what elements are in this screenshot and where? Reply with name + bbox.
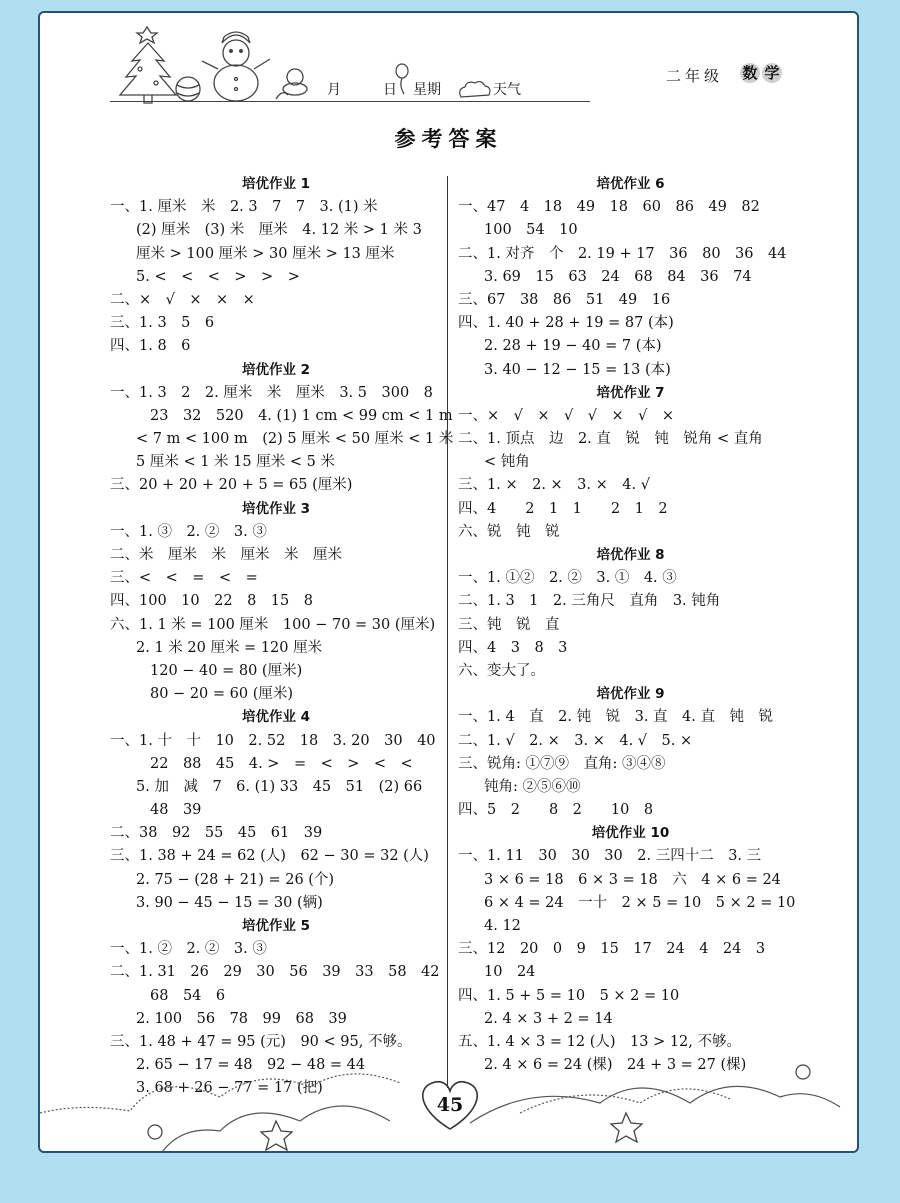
left-answer-line: 三、20 + 20 + 20 + 5 = 65 (厘米) bbox=[110, 477, 353, 494]
right-answer-line: 一、47 4 18 49 18 60 86 49 82 bbox=[458, 199, 760, 216]
right-answer-line: 四、4 3 8 3 bbox=[458, 639, 568, 656]
date-weather-row bbox=[327, 79, 521, 99]
left-section-heading: 培优作业 2 bbox=[241, 361, 311, 378]
left-answer-line: 2. 75 − (28 + 21) = 26 (个) bbox=[136, 871, 335, 888]
right-answer-line: 三、锐角: ①⑦⑨ 直角: ③④⑧ bbox=[458, 755, 666, 772]
subject-badge bbox=[740, 63, 784, 83]
right-answer-line: 二、1. 顶点 边 2. 直 锐 钝 锐角 < 直角 bbox=[458, 431, 763, 448]
page-title: 参考答案 bbox=[394, 126, 503, 151]
left-answer-line: 六、1. 1 米 = 100 厘米 100 − 70 = 30 (厘米) bbox=[110, 616, 436, 633]
right-answer-line: 二、1. 对齐 个 2. 19 + 17 36 80 36 44 bbox=[458, 245, 787, 262]
left-answer-line: 四、1. 8 6 bbox=[110, 338, 191, 355]
subject-char-1: 数 bbox=[740, 63, 760, 83]
left-answer-line: 一、1. ② 2. ② 3. ③ bbox=[110, 941, 267, 958]
left-answer-line: 68 54 6 bbox=[150, 987, 226, 1004]
christmas-tree-icon bbox=[120, 27, 176, 103]
right-answer-line: 五、1. 4 × 3 = 12 (人) 13 > 12, 不够。 bbox=[458, 1033, 741, 1050]
right-answer-line: 4. 12 bbox=[484, 918, 521, 934]
left-answer-line: 三、1. 3 5 6 bbox=[110, 315, 215, 332]
left-section-heading: 培优作业 5 bbox=[241, 918, 311, 934]
left-answer-line: 二、1. 31 26 29 30 56 39 33 58 42 bbox=[110, 964, 440, 981]
day-label: 日 bbox=[383, 82, 397, 98]
right-answer-line: 6 × 4 = 24 一十 2 × 5 = 10 5 × 2 = 10 bbox=[484, 894, 796, 911]
right-section-heading: 培优作业 10 bbox=[591, 825, 670, 842]
right-answer-line: 四、5 2 8 2 10 8 bbox=[458, 802, 654, 819]
answer-page bbox=[38, 11, 859, 1153]
left-section-heading: 培优作业 1 bbox=[241, 176, 311, 192]
left-answer-line: 三、1. 38 + 24 = 62 (人) 62 − 30 = 32 (人) bbox=[110, 848, 429, 865]
left-answer-line: < 7 m < 100 m (2) 5 厘米 < 50 厘米 < 1 米 bbox=[136, 431, 454, 448]
right-answer-line: 六、变大了。 bbox=[458, 662, 545, 679]
right-answer-line: 10 24 bbox=[484, 964, 536, 981]
right-section-heading: 培优作业 8 bbox=[596, 547, 665, 563]
right-answer-line: 一、1. ①② 2. ② 3. ① 4. ③ bbox=[458, 570, 677, 587]
column-divider bbox=[447, 176, 448, 1088]
right-answer-line: 二、1. √ 2. × 3. × 4. √ 5. × bbox=[458, 732, 693, 749]
header-illustration bbox=[40, 13, 859, 123]
right-answer-line: 3. 69 15 63 24 68 84 36 74 bbox=[484, 268, 752, 285]
left-answer-line: 3. 90 − 45 − 15 = 30 (辆) bbox=[136, 894, 323, 911]
right-answer-line: 一、× √ × √ √ × √ × bbox=[458, 407, 675, 424]
toy-icon bbox=[276, 69, 307, 99]
left-section-heading: 培优作业 4 bbox=[241, 709, 311, 726]
grade-label: 二年级 bbox=[666, 67, 724, 85]
right-answer-line: 三、12 20 0 9 15 17 24 4 24 3 bbox=[458, 941, 766, 958]
subject-char-2: 学 bbox=[762, 63, 782, 83]
left-answer-line: 一、1. 厘米 米 2. 3 7 7 3. (1) 米 bbox=[110, 199, 378, 216]
left-answer-line: 5. < < < > > > bbox=[136, 268, 300, 285]
left-answer-line: 二、米 厘米 米 厘米 米 厘米 bbox=[110, 547, 342, 563]
right-answer-line: 三、67 38 86 51 49 16 bbox=[458, 291, 671, 308]
right-answer-line: 2. 28 + 19 − 40 = 7 (本) bbox=[484, 338, 662, 355]
star-icon bbox=[261, 1121, 292, 1150]
left-answer-line: 2. 100 56 78 99 68 39 bbox=[136, 1010, 347, 1027]
right-answer-line: 一、1. 11 30 30 30 2. 三四十二 3. 三 bbox=[458, 848, 762, 865]
left-answer-line: 三、< < = < = bbox=[110, 570, 258, 587]
left-answer-line: 120 − 40 = 80 (厘米) bbox=[150, 662, 303, 679]
right-answer-line: 二、1. 3 1 2. 三角尺 直角 3. 钝角 bbox=[458, 593, 721, 610]
right-answer-line: 钝角: ②⑤⑥⑩ bbox=[484, 778, 581, 795]
weekday-label: 星期 bbox=[413, 82, 441, 98]
left-answer-line: 三、1. 48 + 47 = 95 (元) 90 < 95, 不够。 bbox=[110, 1033, 412, 1050]
right-section-heading: 培优作业 7 bbox=[596, 384, 665, 401]
left-answer-line: 厘米 > 100 厘米 > 30 厘米 > 13 厘米 bbox=[136, 245, 395, 262]
right-answer-line: 四、4 2 1 1 2 1 2 bbox=[458, 500, 668, 517]
ball-icon bbox=[176, 77, 200, 101]
right-answer-line: 四、1. 5 + 5 = 10 5 × 2 = 10 bbox=[458, 987, 680, 1004]
right-answer-line: 3. 40 − 12 − 15 = 13 (本) bbox=[484, 361, 671, 378]
header-rule bbox=[110, 101, 590, 102]
left-answer-column bbox=[110, 173, 454, 1101]
right-answer-line: 三、1. × 2. × 3. × 4. √ bbox=[458, 477, 650, 494]
left-answer-line: 22 88 45 4. > = < > < < bbox=[150, 755, 413, 772]
page-number: 45 bbox=[436, 1094, 464, 1116]
right-answer-column bbox=[458, 173, 803, 1077]
right-answer-line: 六、锐 钝 锐 bbox=[458, 523, 560, 540]
left-answer-line: 5 厘米 < 1 米 15 厘米 < 5 米 bbox=[136, 454, 335, 471]
right-answer-line: 100 54 10 bbox=[484, 222, 578, 239]
right-answer-line: 三、钝 锐 直 bbox=[458, 616, 560, 633]
left-answer-line: 5. 加 减 7 6. (1) 33 45 51 (2) 66 bbox=[136, 778, 423, 795]
left-answer-line: 二、× √ × × × bbox=[110, 291, 255, 308]
right-section-heading: 培优作业 9 bbox=[596, 686, 665, 703]
left-answer-line: 3. 68 + 26 − 77 = 17 (把) bbox=[136, 1080, 323, 1097]
right-answer-line: 3 × 6 = 18 6 × 3 = 18 六 4 × 6 = 24 bbox=[484, 871, 781, 888]
weather-label: 天气 bbox=[493, 82, 521, 98]
right-answer-line: 四、1. 40 + 28 + 19 = 87 (本) bbox=[458, 315, 674, 332]
left-answer-line: 一、1. 3 2 2. 厘米 米 厘米 3. 5 300 8 bbox=[110, 384, 433, 401]
right-answer-line: 2. 4 × 6 = 24 (棵) 24 + 3 = 27 (棵) bbox=[484, 1057, 747, 1074]
left-answer-line: 2. 1 米 20 厘米 = 120 厘米 bbox=[136, 639, 323, 656]
left-answer-line: (2) 厘米 (3) 米 厘米 4. 12 米 > 1 米 3 bbox=[136, 222, 422, 239]
left-answer-line: 二、38 92 55 45 61 39 bbox=[110, 825, 323, 842]
star-icon bbox=[611, 1113, 642, 1142]
bubble-icon bbox=[148, 1125, 162, 1139]
right-answer-line: < 钝角 bbox=[484, 454, 530, 471]
left-answer-line: 80 − 20 = 60 (厘米) bbox=[150, 686, 294, 703]
left-answer-line: 一、1. ③ 2. ② 3. ③ bbox=[110, 523, 267, 540]
left-answer-line: 四、100 10 22 8 15 8 bbox=[110, 593, 313, 610]
left-answer-line: 2. 65 − 17 = 48 92 − 48 = 44 bbox=[136, 1057, 366, 1074]
left-answer-line: 一、1. 十 十 10 2. 52 18 3. 20 30 40 bbox=[110, 732, 436, 749]
left-answer-line: 23 32 520 4. (1) 1 cm < 99 cm < 1 m bbox=[150, 407, 453, 424]
snowman-icon bbox=[202, 32, 270, 101]
right-section-heading: 培优作业 6 bbox=[596, 176, 665, 192]
left-answer-line: 48 39 bbox=[150, 802, 202, 819]
right-answer-line: 2. 4 × 3 + 2 = 14 bbox=[484, 1010, 613, 1027]
month-label: 月 bbox=[327, 82, 341, 98]
left-section-heading: 培优作业 3 bbox=[241, 500, 311, 517]
right-answer-line: 一、1. 4 直 2. 钝 锐 3. 直 4. 直 钝 锐 bbox=[458, 709, 773, 726]
